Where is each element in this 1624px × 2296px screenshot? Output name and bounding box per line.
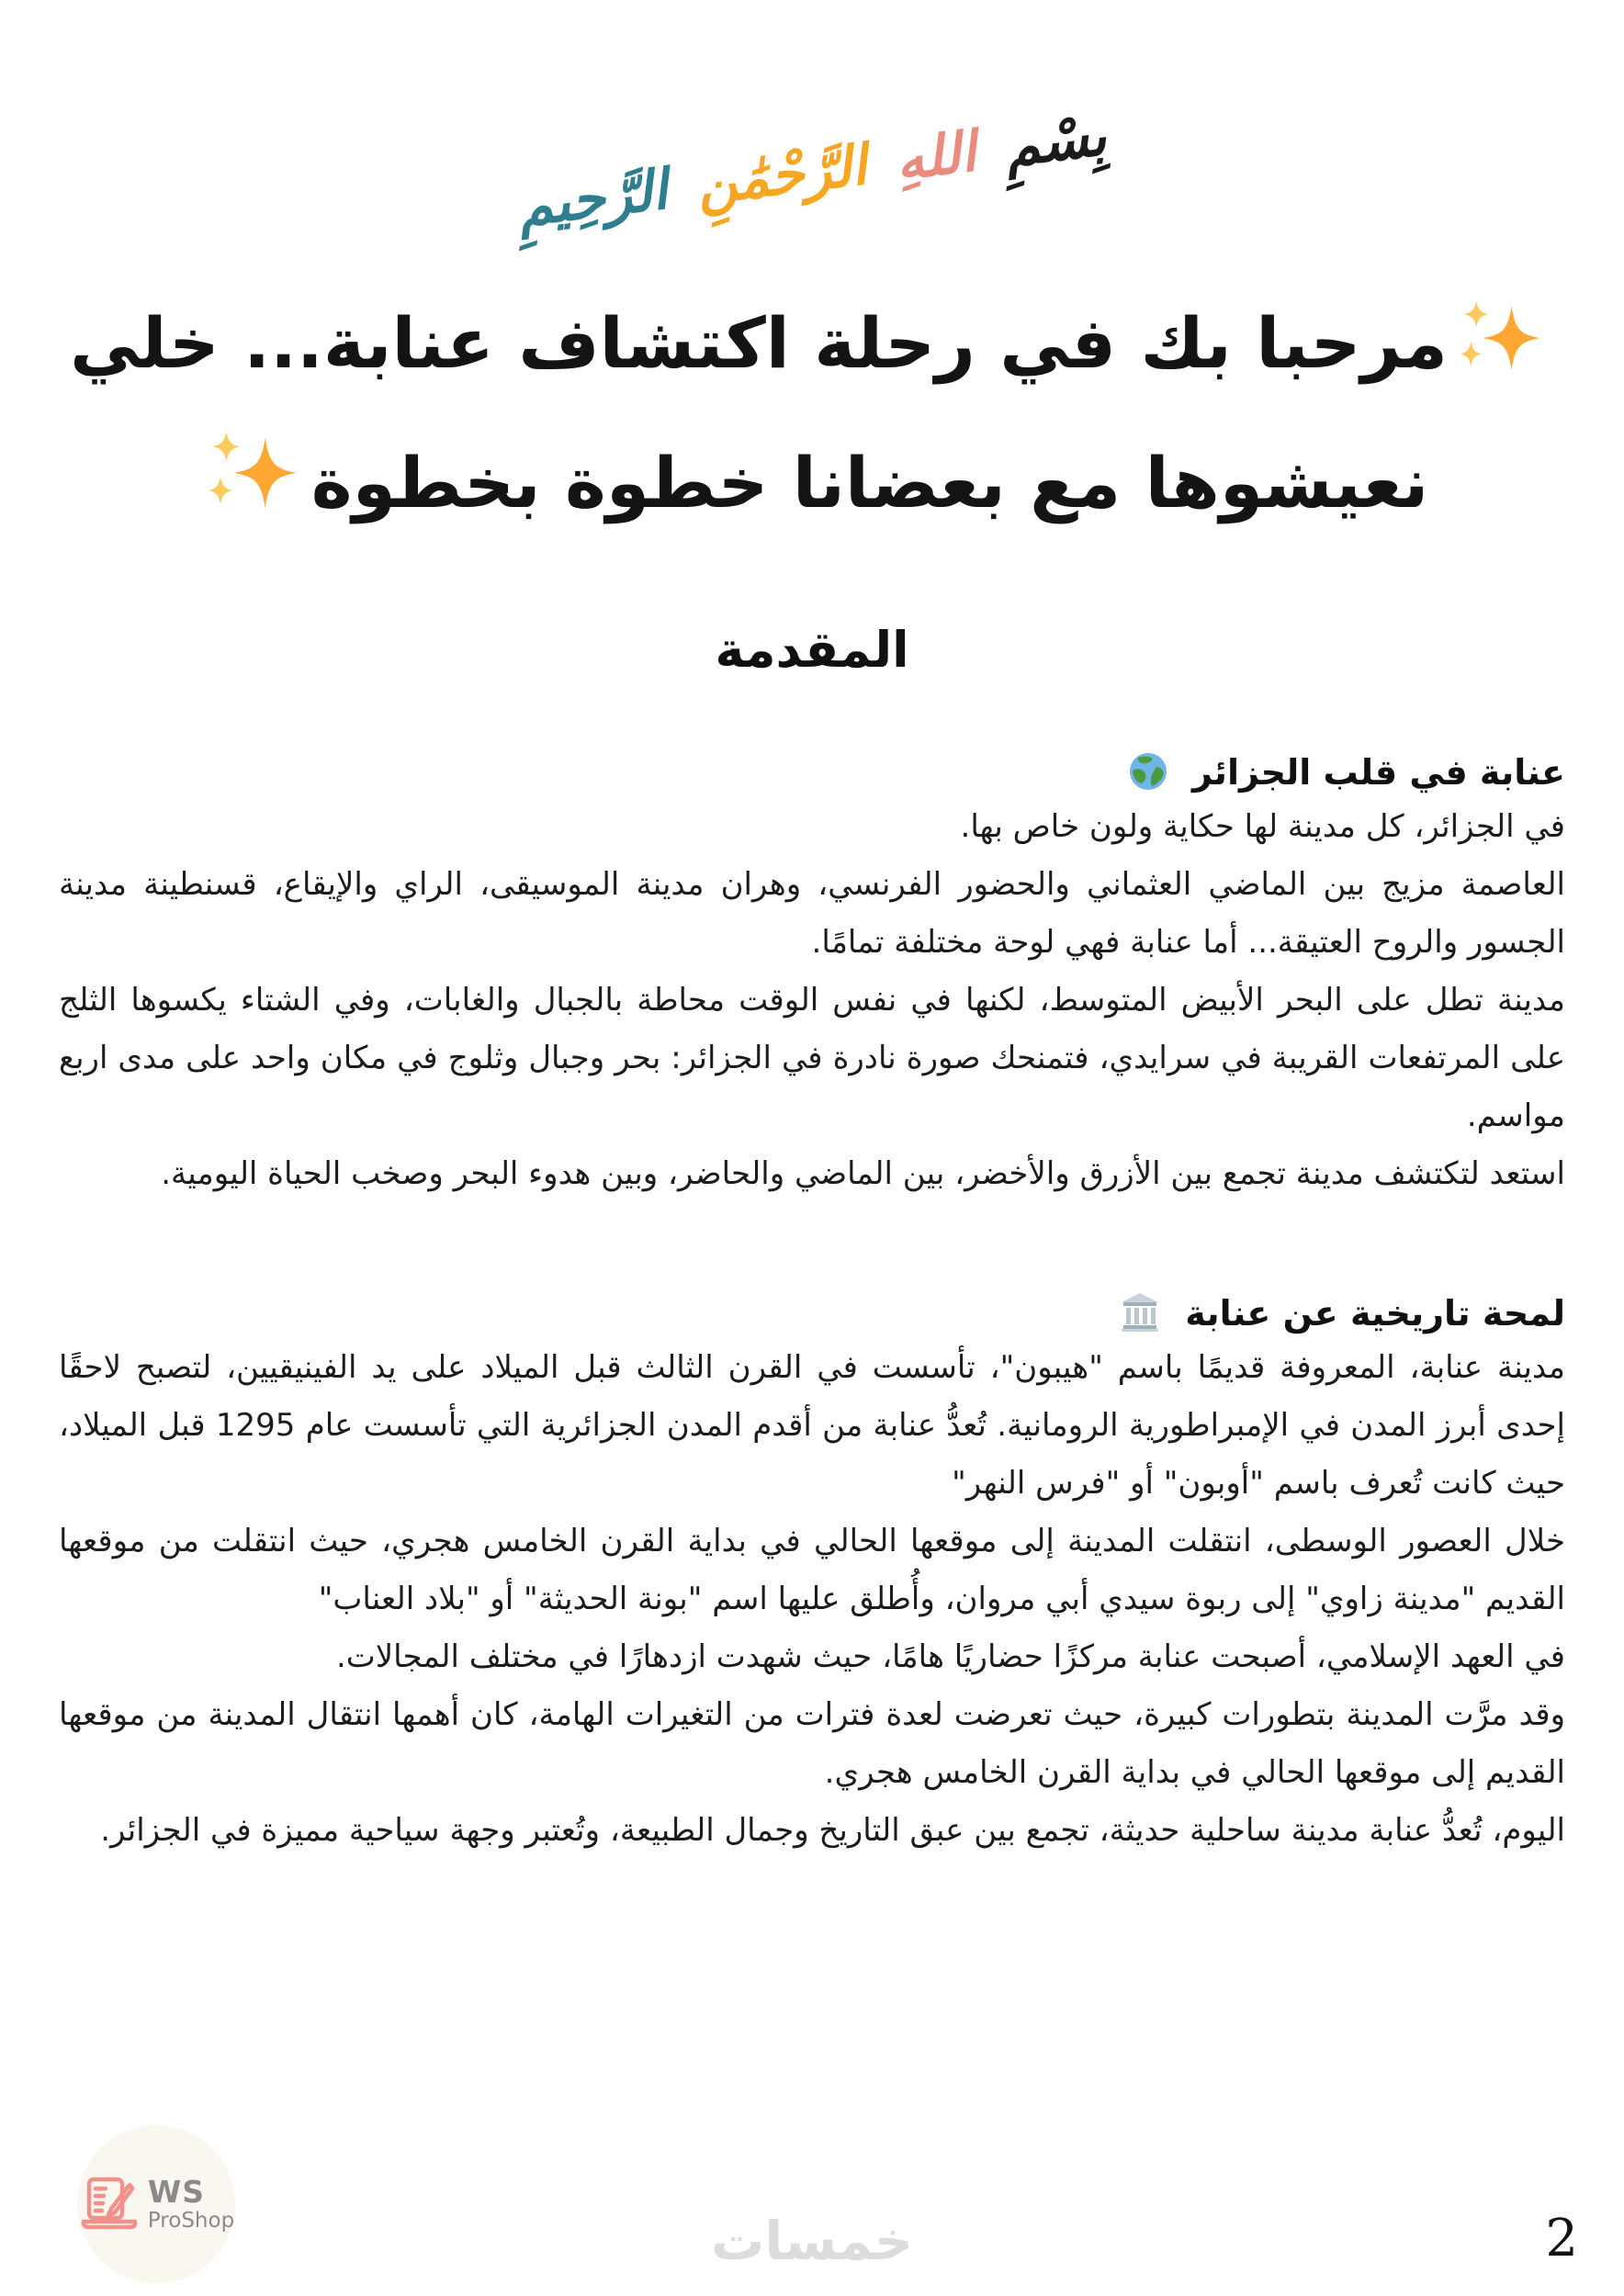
- paragraph: اليوم، تُعدُّ عنابة مدينة ساحلية حديثة، تجمع بين عبق التاريخ وجمال الطبيعة، وتُعتبر وجهة سياحية مميزة في الجزائر.: [100, 1812, 1565, 1849]
- classical-building-icon: [1120, 1291, 1160, 1332]
- paragraph: العاصمة مزيج بين الماضي العثماني والحضور الفرنسي، وهران مدينة الموسيقى، الراي والإيقاع، قسنطينة مدينة الجسور والروح العتيقة... أما عنابة فهي لوحة مختلفة تمامًا.: [59, 866, 1565, 961]
- paragraph: مدينة تطل على البحر الأبيض المتوسط، لكنها في نفس الوقت محاطة بالجبال والغابات، وفي الشتاء يكسوها الثلج على المرتفعات القريبة في سرايدي، فتمنحك صورة نادرة في الجزائر: بحر وجبال وثلوج في مكان واحد على مدى اربع مواسم.: [59, 982, 1565, 1134]
- page-number: 2: [1545, 2209, 1578, 2268]
- sparkles-icon: [205, 426, 302, 523]
- title-line-2: [0, 413, 1624, 553]
- section-annaba-heart-of-algeria: [59, 752, 1565, 1203]
- bismillah-word-3: الرَّحْمَٰنِ: [693, 133, 871, 219]
- section-2-heading-text: لمحة تاريخية عن عنابة: [1185, 1293, 1565, 1334]
- section-1-heading: [59, 752, 1565, 793]
- logo-ws-label: WS: [147, 2174, 205, 2210]
- globe-icon: [1129, 752, 1167, 791]
- bismillah-word-4: الرَّحِيمِ: [513, 157, 671, 241]
- paragraph: خلال العصور الوسطى، انتقلت المدينة إلى موقعها الحالي في بداية القرن الخامس هجري، حيث انتقلت من موقعها القديم "مدينة زاوي" إلى ربوة سيدي أبي مروان، وأُطلق عليها اسم "بونة الحديثة" أو "بلاد العناب": [59, 1523, 1565, 1617]
- khamsat-watermark: خمسات: [711, 2210, 913, 2272]
- bismillah-word-2: اللهِ: [892, 119, 980, 194]
- paragraph: في العهد الإسلامي، أصبحت عنابة مركزًا حضاريًا هامًا، حيث شهدت ازدهارًا في مختلف المجالات.: [335, 1638, 1565, 1675]
- paragraph: في الجزائر، كل مدينة لها حكاية ولون خاص بها.: [960, 808, 1565, 845]
- section-2-heading: [59, 1291, 1565, 1334]
- title-line-1-text: مرحبا بك في رحلة اكتشاف عنابة... خلي: [70, 302, 1448, 384]
- section-annaba-history: [59, 1291, 1565, 1860]
- section-1-heading-text: عنابة في قلب الجزائر: [1192, 752, 1565, 793]
- title-line-2-text: نعيشوها مع بعضانا خطوة بخطوة: [310, 442, 1429, 523]
- bismillah-word-1: بِسْمِ: [1001, 103, 1111, 180]
- paragraph: استعد لتكتشف مدينة تجمع بين الأزرق والأخضر، بين الماضي والحاضر، وبين هدوء البحر وصخب الحياة اليومية.: [161, 1155, 1565, 1192]
- paragraph: وقد مرَّت المدينة بتطورات كبيرة، حيث تعرضت لعدة فترات من التغيرات الهامة، كان أهمها انتقال المدينة من موقعها القديم إلى موقعها الحالي في بداية القرن الخامس هجري.: [59, 1696, 1565, 1791]
- sparkles-icon: [1457, 296, 1545, 384]
- page-content: [0, 752, 1624, 1860]
- intro-heading: المقدمة: [715, 621, 909, 679]
- logo-proshop-label: ProShop: [147, 2209, 235, 2233]
- paragraph: مدينة عنابة، المعروفة قديمًا باسم "هيبون"، تأسست في القرن الثالث قبل الميلاد على يد الفينيقيين، لتصبح لاحقًا إحدى أبرز المدن في الإمبراطورية الرومانية. تُعدُّ عنابة من أقدم المدن الجزائرية التي تأسست عام 1295 قبل الميلاد، حيث كانت تُعرف باسم "أوبون" أو "فرس النهر": [59, 1349, 1566, 1502]
